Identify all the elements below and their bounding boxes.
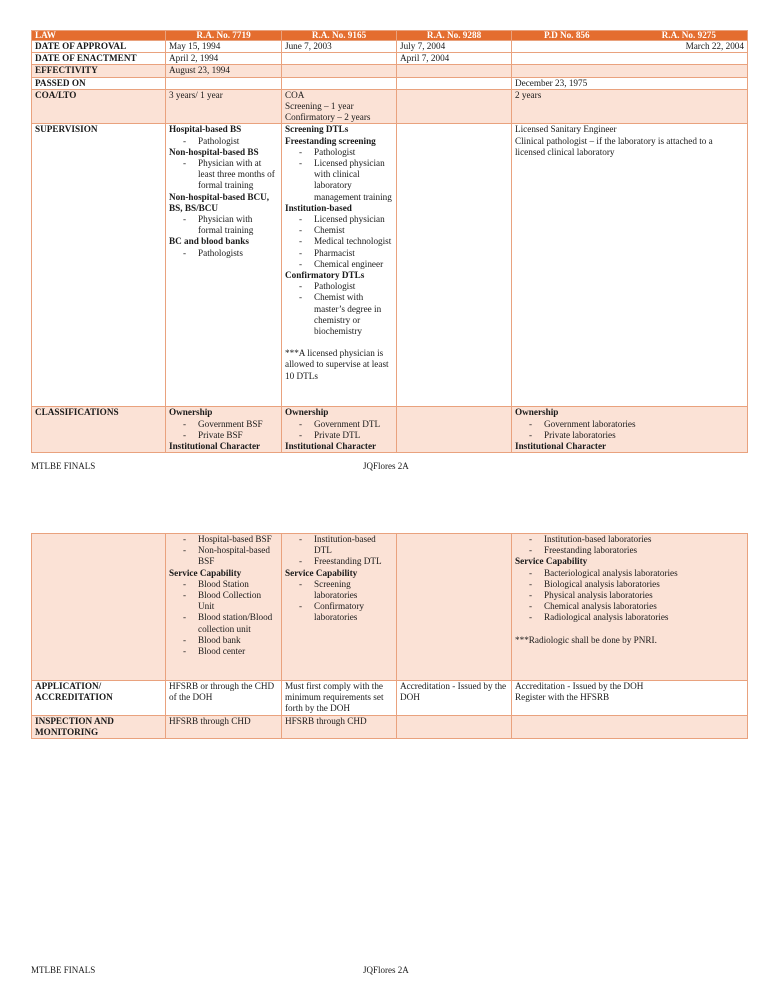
supervision-note: ***A licensed physician is allowed to supervise at least 10 DTLs — [285, 348, 389, 381]
dash-list — [285, 147, 393, 203]
list-item: - Screening laboratories — [285, 579, 393, 601]
list-item: - Private BSF — [169, 430, 278, 441]
dash-list — [285, 214, 393, 270]
header-law: LAW — [32, 31, 166, 41]
row-label: COA/LTO — [32, 89, 166, 124]
cell: May 15, 1994 — [166, 41, 282, 53]
list-item: - Non-hospital-based BSF — [169, 545, 278, 567]
list-item: - Pathologists — [169, 248, 278, 259]
cell: HFSRB through CHD — [166, 715, 282, 738]
cell — [282, 407, 397, 453]
cell: June 7, 2003 — [282, 41, 397, 53]
dash-list — [515, 568, 744, 624]
dash-list — [285, 579, 393, 624]
cell — [166, 77, 282, 89]
footer-left: MTLBE FINALS — [31, 965, 96, 975]
list-item: - Pathologist — [285, 281, 393, 292]
cell — [166, 534, 282, 681]
list-item: - Radiological analysis laboratories — [515, 612, 744, 623]
row-label — [32, 534, 166, 681]
footer-center: JQFlores 2A — [363, 461, 409, 471]
cell — [512, 534, 748, 681]
law-comparison-table-continued — [31, 533, 748, 739]
list-item: - Licensed physician with clinical laboratory management training — [285, 158, 393, 203]
list-item: - Blood bank — [169, 635, 278, 646]
list-item: - Chemical analysis laboratories — [515, 601, 744, 612]
cell — [512, 715, 748, 738]
cell: March 22, 2004 — [512, 41, 748, 53]
subheading: Non-hospital-based BCU, BS, BS/BCU — [169, 191, 270, 213]
footer-center: JQFlores 2A — [363, 965, 409, 975]
row-label: EFFECTIVITY — [32, 65, 166, 77]
header-ra-9165: R.A. No. 9165 — [282, 31, 397, 41]
law-comparison-table — [31, 30, 748, 453]
dash-list — [169, 136, 278, 147]
dash-list — [169, 419, 278, 441]
subheading: BC and blood banks — [169, 236, 249, 247]
row-label: DATE OF APPROVAL — [32, 41, 166, 53]
cell — [397, 407, 512, 453]
row-label: PASSED ON — [32, 77, 166, 89]
row-label: SUPERVISION — [32, 124, 166, 407]
cell: HFSRB or through the CHD of the DOH — [166, 681, 282, 716]
cell: April 2, 1994 — [166, 53, 282, 65]
dash-list — [285, 534, 393, 568]
list-item: - Bacteriological analysis laboratories — [515, 568, 744, 579]
cell-line: Screening – 1 year — [285, 101, 354, 112]
list-item: - Biological analysis laboratories — [515, 579, 744, 590]
cell — [282, 534, 397, 681]
cell: 3 years/ 1 year — [166, 89, 282, 124]
dash-list — [515, 419, 744, 441]
cell — [166, 407, 282, 453]
cell — [397, 534, 512, 681]
subheading: Non-hospital-based BS — [169, 146, 259, 157]
list-item: - Government laboratories — [515, 419, 744, 430]
list-item: - Blood station/Blood collection unit — [169, 612, 278, 634]
list-item: - Pathologist — [285, 147, 393, 158]
row-classifications — [32, 407, 748, 453]
row-inspection-monitoring — [32, 715, 748, 738]
cell — [166, 124, 282, 407]
header-ra-9288: R.A. No. 9288 — [397, 31, 512, 41]
row-classifications-continued — [32, 534, 748, 681]
cell — [282, 53, 397, 65]
list-item: - Chemist — [285, 225, 393, 236]
cell: HFSRB through CHD — [282, 715, 397, 738]
cell: August 23, 1994 — [166, 65, 282, 77]
list-item: - Hospital-based BSF — [169, 534, 278, 545]
row-label: INSPECTION AND MONITORING — [32, 715, 166, 738]
dash-list — [169, 248, 278, 259]
footer-left: MTLBE FINALS — [31, 461, 96, 471]
list-item: - Medical technologist — [285, 236, 393, 247]
subheading: Institutional Character — [285, 441, 377, 452]
list-item: - Institution-based laboratories — [515, 534, 744, 545]
row-passed-on — [32, 77, 748, 89]
cell — [282, 124, 397, 407]
cell — [512, 53, 748, 65]
list-item: - Chemical engineer — [285, 259, 393, 270]
header-pd-856: P.D No. 856 — [544, 30, 590, 40]
list-item: - Freestanding DTL — [285, 556, 393, 567]
list-item: - Private DTL — [285, 430, 393, 441]
subheading: Ownership — [515, 407, 559, 418]
list-item: - Blood Collection Unit — [169, 590, 278, 612]
row-date-of-enactment — [32, 53, 748, 65]
row-effectivity — [32, 65, 748, 77]
dash-list — [169, 214, 278, 236]
subheading: Institution-based — [285, 202, 352, 213]
subheading: Screening DTLs — [285, 124, 349, 135]
dash-list — [515, 534, 744, 556]
cell: December 23, 1975 — [512, 77, 748, 89]
header-pd-856-ra-9275 — [512, 31, 748, 41]
dash-list — [285, 419, 393, 441]
list-item: - Government BSF — [169, 419, 278, 430]
cell-line: Confirmatory – 2 years — [285, 112, 371, 123]
row-label: CLASSIFICATIONS — [32, 407, 166, 453]
cell: 2 years — [512, 89, 748, 124]
subheading: Ownership — [285, 407, 329, 418]
cell-line: Clinical pathologist – if the laboratory is attached to a licensed clinical laboratory — [515, 135, 713, 157]
cell-line: Licensed Sanitary Engineer — [515, 124, 617, 135]
header-ra-9275: R.A. No. 9275 — [661, 30, 716, 40]
cell: Must first comply with the minimum requirements set forth by the DOH — [282, 681, 397, 716]
row-label: DATE OF ENACTMENT — [32, 53, 166, 65]
dash-list — [285, 281, 393, 337]
list-item: - Government DTL — [285, 419, 393, 430]
cell — [397, 89, 512, 124]
row-date-of-approval — [32, 41, 748, 53]
cell — [282, 77, 397, 89]
cell: April 7, 2004 — [397, 53, 512, 65]
cell — [282, 65, 397, 77]
list-item: - Licensed physician — [285, 214, 393, 225]
cell — [397, 124, 512, 407]
list-item: - Pathologist — [169, 136, 278, 147]
dash-list — [169, 579, 278, 657]
subheading: Service Capability — [515, 556, 588, 567]
dash-list — [169, 534, 278, 568]
cell-line: Register with the HFSRB — [515, 692, 610, 703]
subheading: Hospital-based BS — [169, 124, 242, 135]
subheading: Institutional Character — [169, 441, 261, 452]
row-label: APPLICATION/ ACCREDITATION — [32, 681, 166, 716]
list-item: - Physician with formal training — [169, 214, 278, 236]
cell — [512, 681, 748, 716]
cell — [397, 77, 512, 89]
list-item: - Confirmatory laboratories — [285, 601, 393, 623]
list-item: - Chemist with master’s degree in chemistry or biochemistry — [285, 292, 393, 337]
cell — [397, 65, 512, 77]
header-ra-7719: R.A. No. 7719 — [166, 31, 282, 41]
cell — [512, 407, 748, 453]
header-row — [32, 31, 748, 41]
cell-line: COA — [285, 89, 305, 100]
list-item: - Pharmacist — [285, 248, 393, 259]
cell — [512, 124, 748, 407]
list-item: - Blood center — [169, 646, 278, 657]
subheading: Institutional Character — [515, 441, 607, 452]
subheading: Ownership — [169, 407, 213, 418]
cell: July 7, 2004 — [397, 41, 512, 53]
row-supervision — [32, 124, 748, 407]
cell-line: Accreditation - Issued by the DOH — [515, 681, 644, 691]
radiologic-note: ***Radiologic shall be done by PNRI. — [515, 634, 657, 645]
list-item: - Physical analysis laboratories — [515, 590, 744, 601]
cell: Accreditation - Issued by the DOH — [397, 681, 512, 716]
row-application-accreditation — [32, 681, 748, 716]
list-item: - Blood Station — [169, 579, 278, 590]
list-item: - Freestanding laboratories — [515, 545, 744, 556]
row-coa-lto — [32, 89, 748, 124]
subheading: Confirmatory DTLs — [285, 270, 365, 281]
dash-list — [169, 158, 278, 192]
list-item: - Physician with at least three months of formal training — [169, 158, 278, 192]
cell — [282, 89, 397, 124]
list-item: - Private laboratories — [515, 430, 744, 441]
cell — [397, 715, 512, 738]
subheading: Service Capability — [285, 567, 358, 578]
subheading: Service Capability — [169, 567, 242, 578]
list-item: - Institution-based DTL — [285, 534, 393, 556]
subheading: Freestanding screening — [285, 135, 376, 146]
cell — [512, 65, 748, 77]
